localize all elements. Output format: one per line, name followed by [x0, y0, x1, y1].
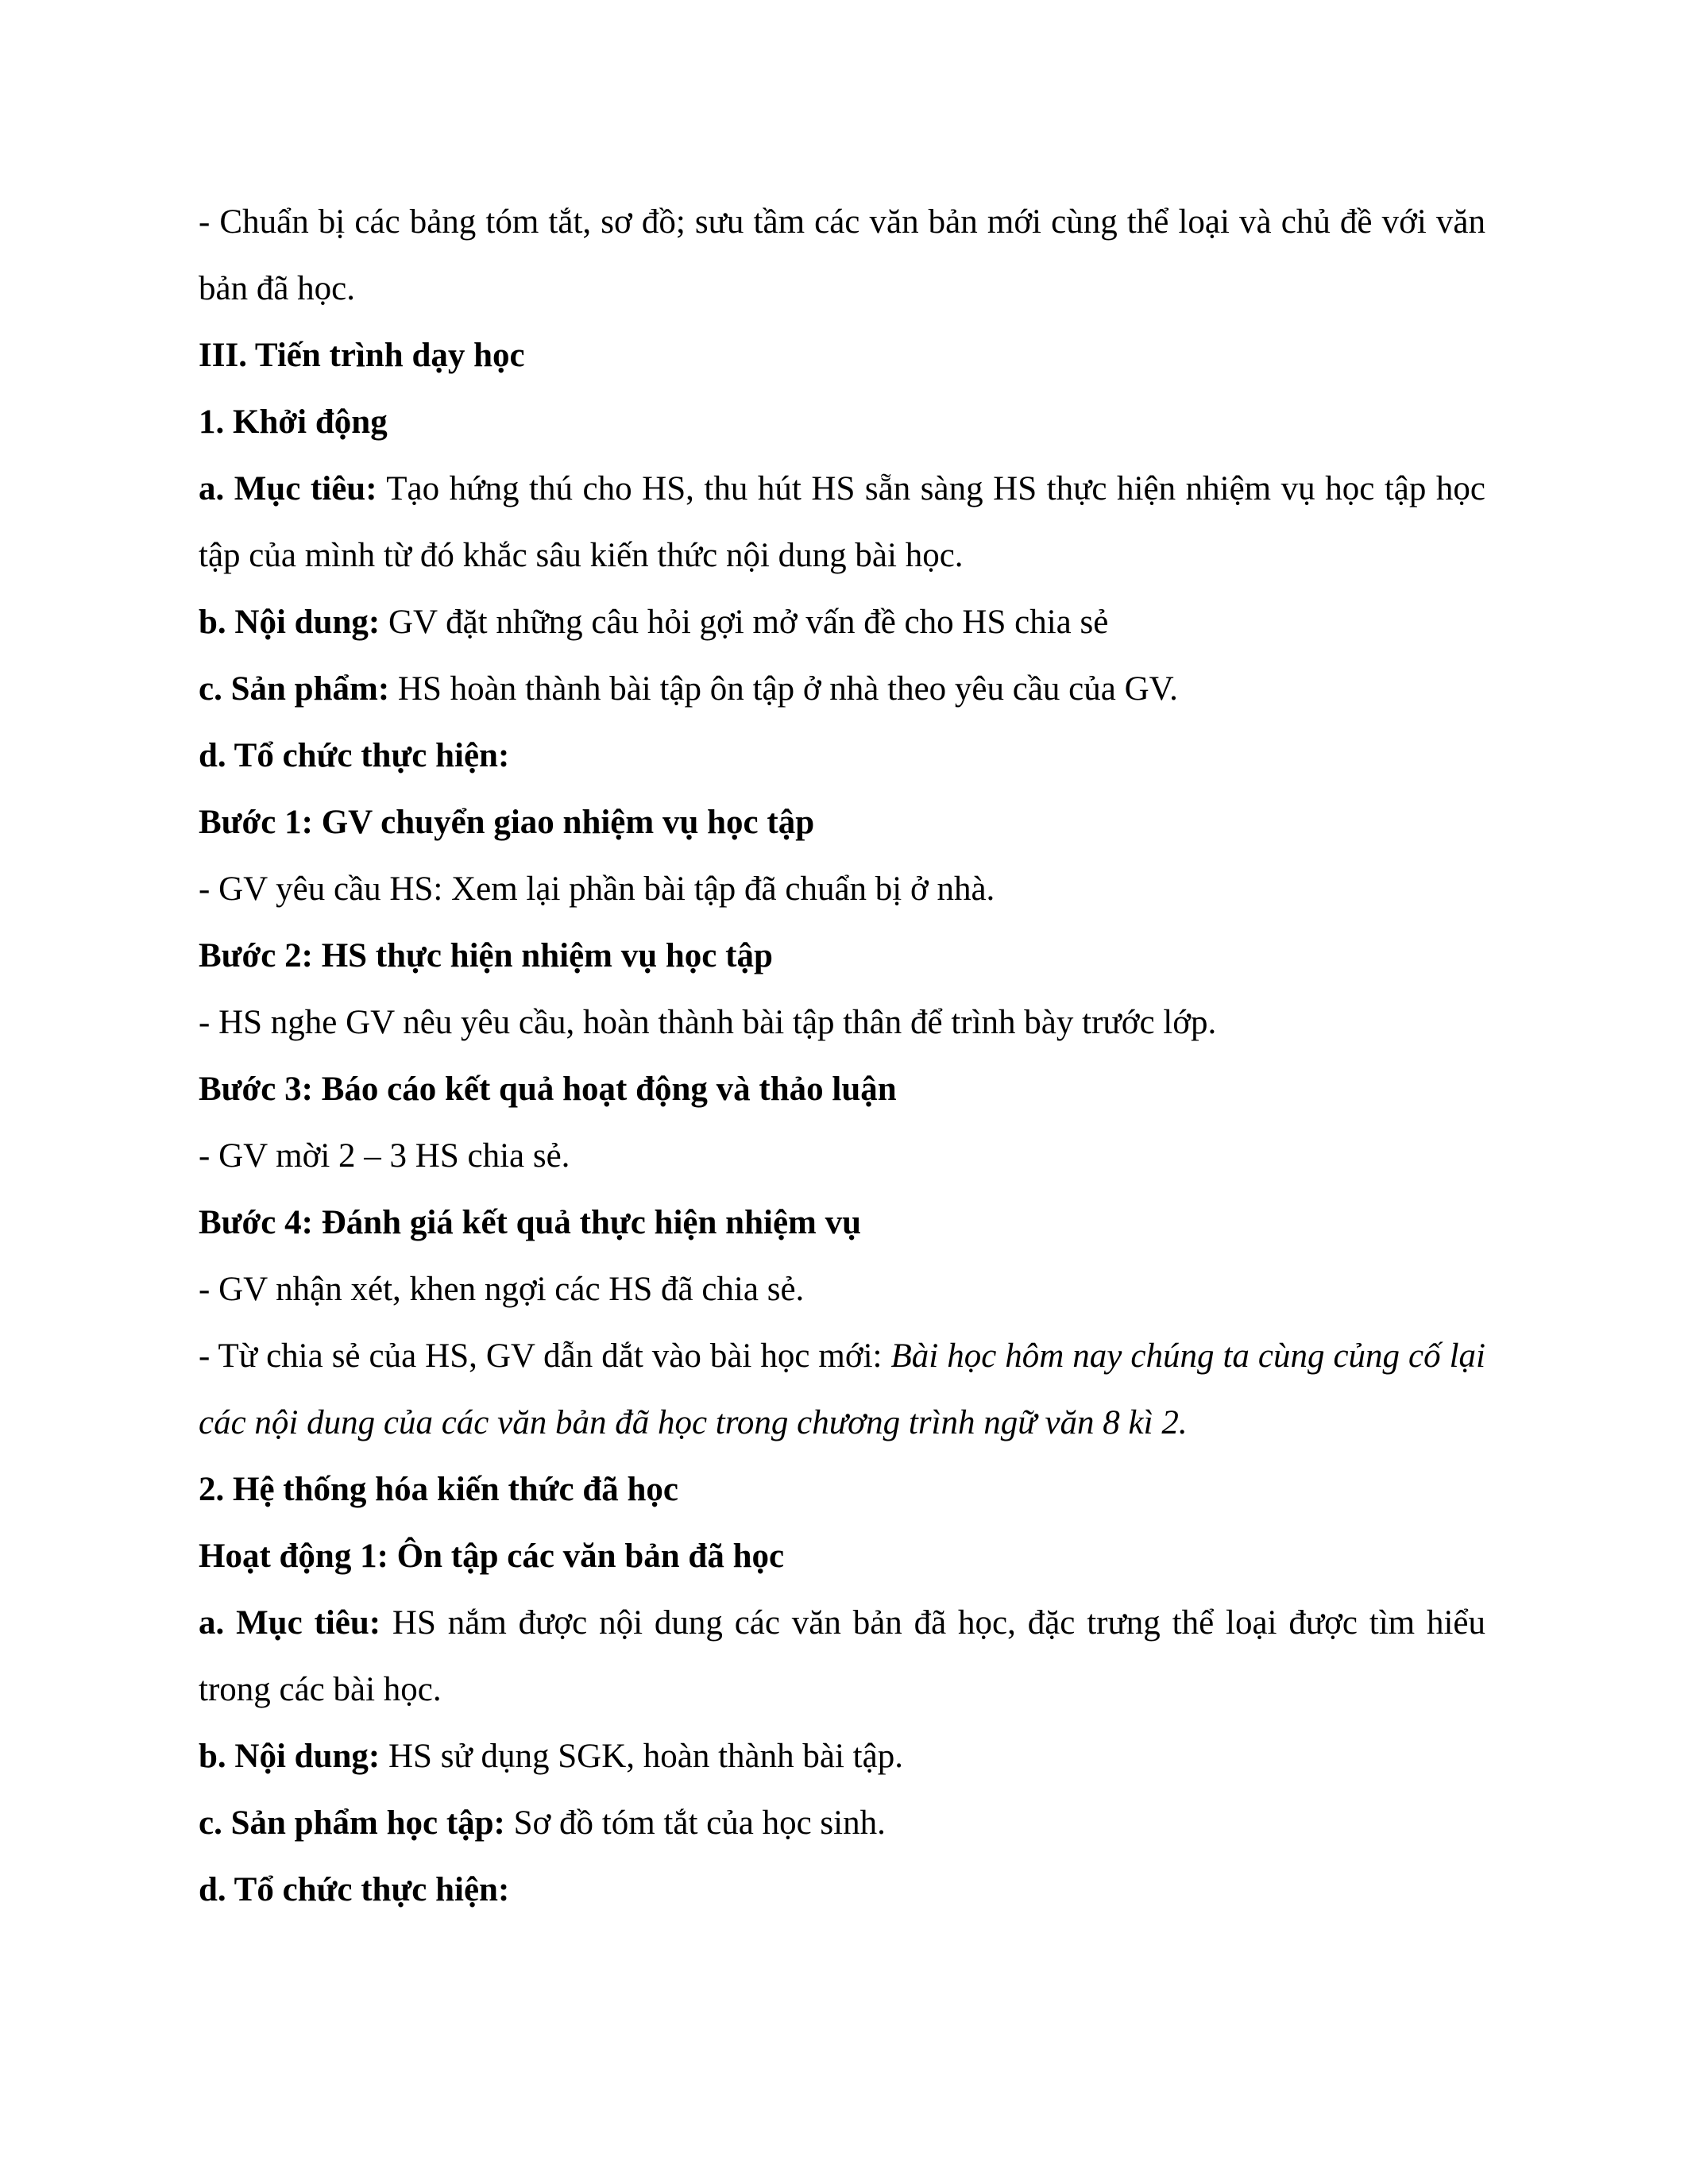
paragraph: - Chuẩn bị các bảng tóm tắt, sơ đồ; sưu tầm các văn bản mới cùng thể loại và chủ đề với văn bản đã học. — [199, 203, 1485, 307]
heading-section-iii: III. Tiến trình dạy học — [199, 337, 525, 374]
paragraph-to-chuc-2: d. Tổ chức thực hiện: — [199, 1871, 510, 1908]
paragraph-san-pham-2: c. Sản phẩm học tập: Sơ đồ tóm tắt của học sinh. — [199, 1804, 886, 1842]
step-4-intro: - Từ chia sẻ của HS, GV dẫn dắt vào bài học mới: Bài học hôm nay chúng ta cùng củng cố lại các nội dung của các văn bản đã học trong chương trình ngữ văn 8 kì 2. — [199, 1337, 1485, 1441]
paragraph-muc-tieu-2: a. Mục tiêu: HS nắm được nội dung các văn bản đã học, đặc trưng thể loại được tìm hiểu trong các bài học. — [199, 1604, 1485, 1708]
step-1-heading: Bước 1: GV chuyển giao nhiệm vụ học tập — [199, 804, 815, 841]
heading-hoat-dong-1: Hoạt động 1: Ôn tập các văn bản đã học — [199, 1538, 785, 1575]
step-4-heading: Bước 4: Đánh giá kết quả thực hiện nhiệm vụ — [199, 1204, 862, 1241]
paragraph-noi-dung: b. Nội dung: GV đặt những câu hỏi gợi mở vấn đề cho HS chia sẻ — [199, 604, 1109, 641]
step-1-text: - GV yêu cầu HS: Xem lại phần bài tập đã chuẩn bị ở nhà. — [199, 870, 995, 908]
paragraph-noi-dung-2: b. Nội dung: HS sử dụng SGK, hoàn thành bài tập. — [199, 1738, 903, 1775]
heading-he-thong-hoa: 2. Hệ thống hóa kiến thức đã học — [199, 1471, 678, 1508]
step-2-text: - HS nghe GV nêu yêu cầu, hoàn thành bài tập thân để trình bày trước lớp. — [199, 1004, 1217, 1041]
paragraph-to-chuc: d. Tổ chức thực hiện: — [199, 737, 510, 774]
heading-khoi-dong: 1. Khởi động — [199, 403, 388, 441]
paragraph-san-pham: c. Sản phẩm: HS hoàn thành bài tập ôn tập ở nhà theo yêu cầu của GV. — [199, 670, 1178, 708]
document-page — [199, 189, 1485, 1924]
step-3-text: - GV mời 2 – 3 HS chia sẻ. — [199, 1137, 570, 1175]
step-3-heading: Bước 3: Báo cáo kết quả hoạt động và thảo luận — [199, 1071, 897, 1108]
paragraph-muc-tieu: a. Mục tiêu: Tạo hứng thú cho HS, thu hút HS sẵn sàng HS thực hiện nhiệm vụ học tập học tập của mình từ đó khắc sâu kiến thức nội dung bài học. — [199, 470, 1485, 574]
step-2-heading: Bước 2: HS thực hiện nhiệm vụ học tập — [199, 937, 773, 974]
step-4-text: - GV nhận xét, khen ngợi các HS đã chia sẻ. — [199, 1271, 805, 1308]
